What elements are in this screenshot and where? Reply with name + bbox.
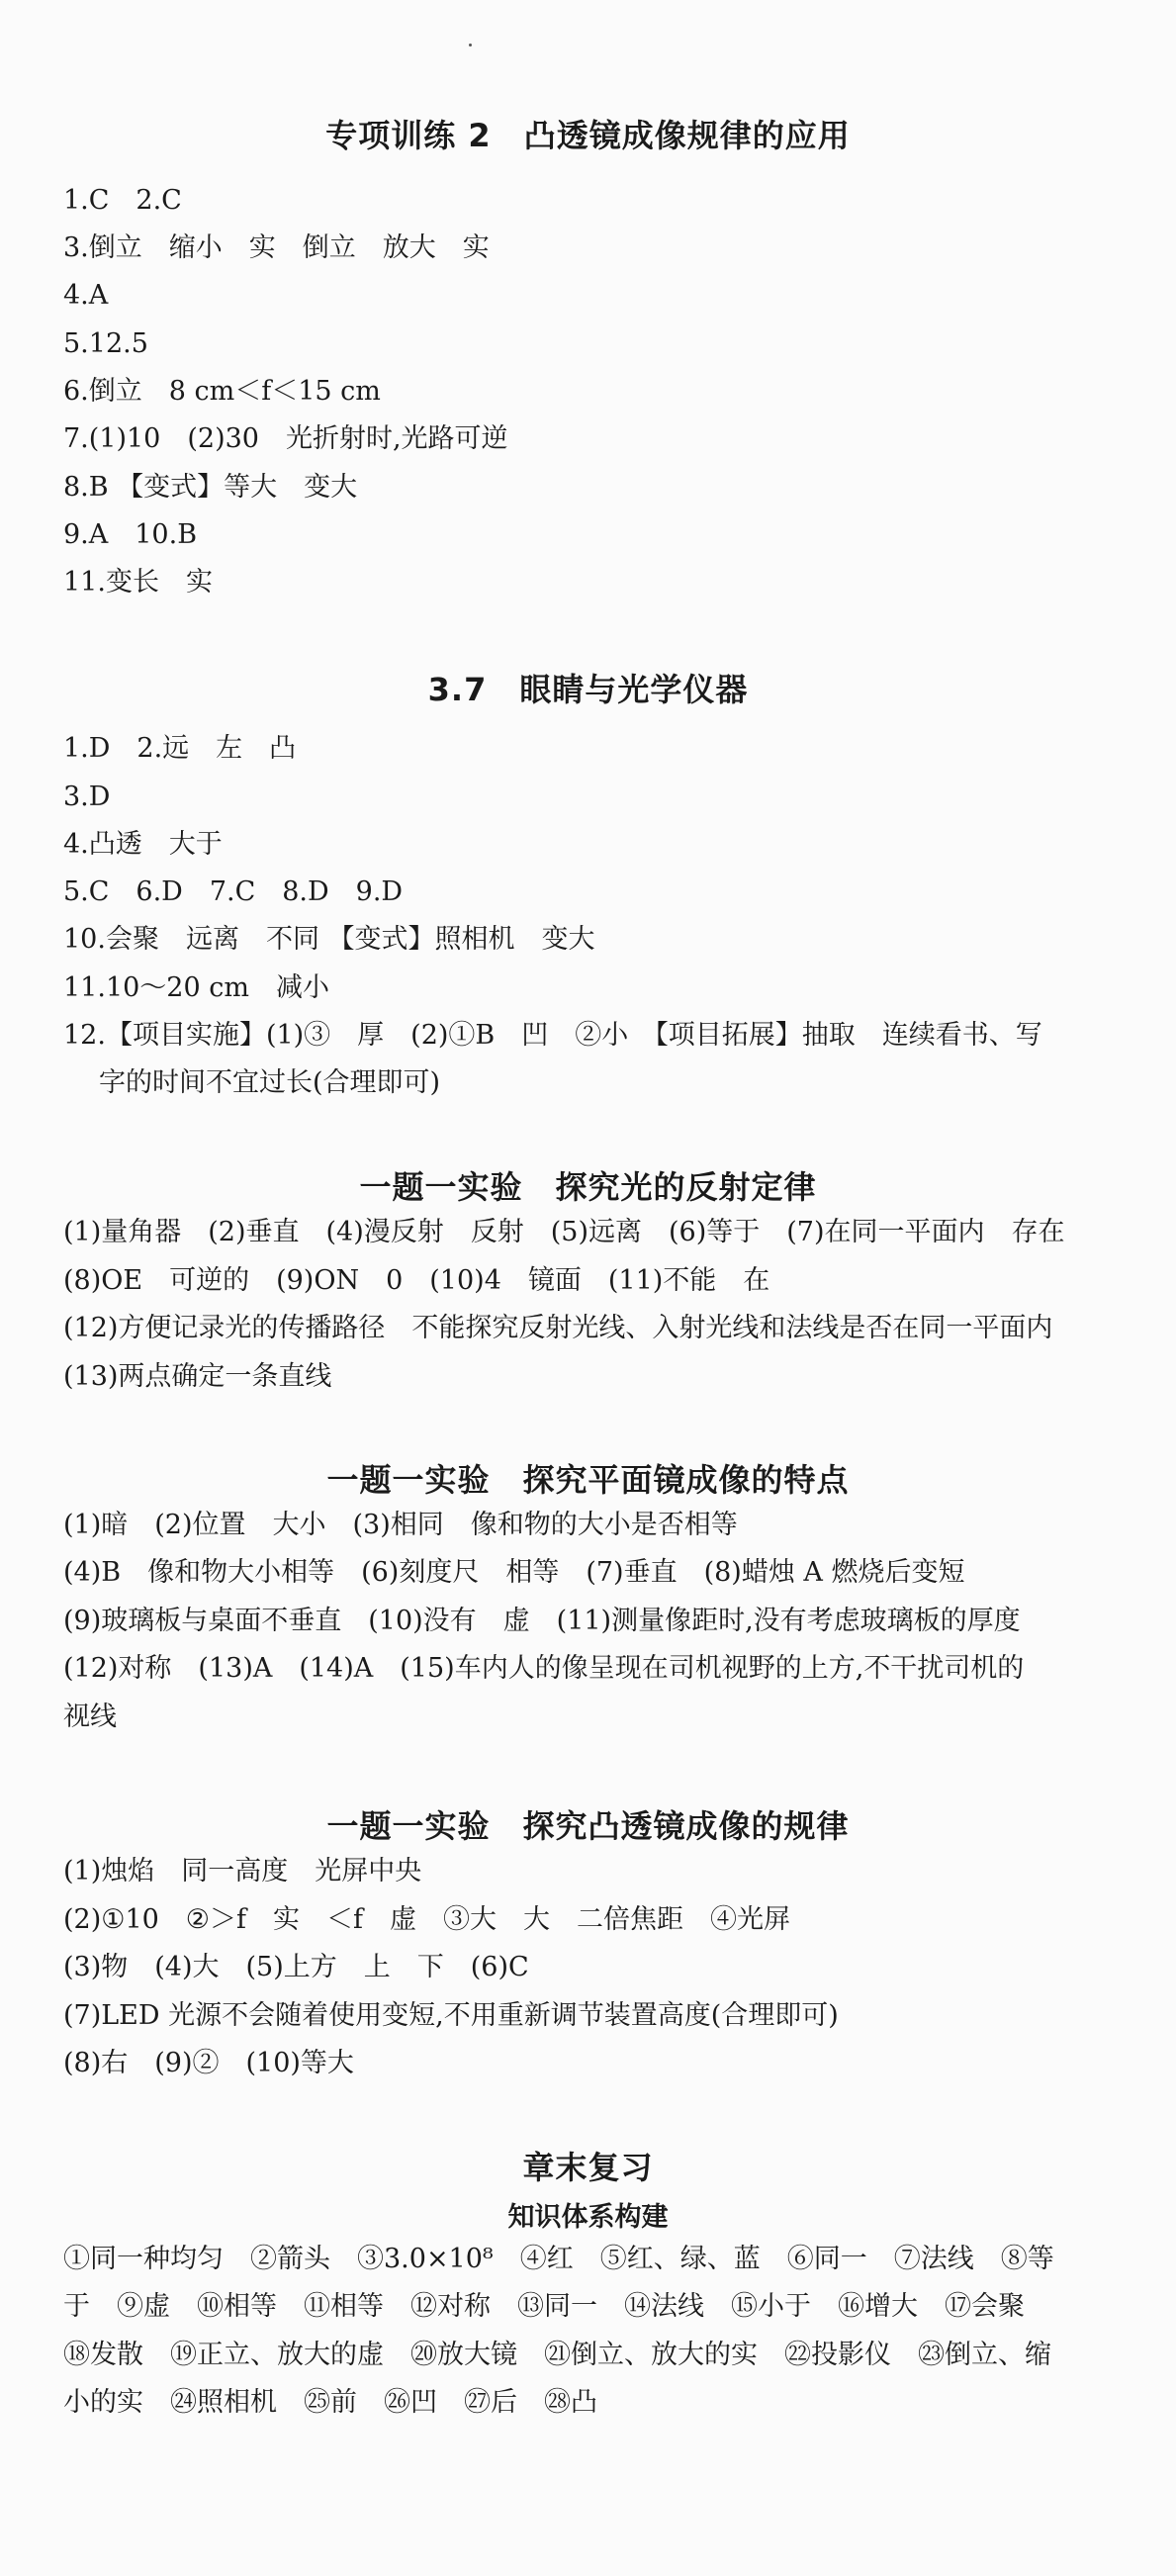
answer-line: 11.10～20 cm 减小 (63, 972, 329, 1003)
answer-line: 7.(1)10 (2)30 光折射时,光路可逆 (63, 423, 508, 454)
answer-line: (7)LED 光源不会随着使用变短,不用重新调节装置高度(合理即可) (63, 2000, 839, 2031)
answer-line: (9)玻璃板与桌面不垂直 (10)没有 虚 (11)测量像距时,没有考虑玻璃板的厚度 (63, 1606, 1021, 1636)
answer-line: (1)烛焰 同一高度 光屏中央 (63, 1856, 422, 1886)
answer-line: 12.【项目实施】(1)③ 厚 (2)①B 凹 ②小 【项目拓展】抽取 连续看书、写 (63, 1020, 1042, 1051)
answer-line: 1.D 2.远 左 凸 (63, 733, 297, 764)
section-title: 一题一实验 探究凸透镜成像的规律 (326, 1807, 850, 1845)
answer-line: 6.倒立 8 cm＜f＜15 cm (63, 376, 381, 407)
answer-line: 9.A 10.B (63, 519, 198, 550)
answer-line: (1)量角器 (2)垂直 (4)漫反射 反射 (5)远离 (6)等于 (7)在同一平面内 存在 (63, 1217, 1065, 1247)
scan-speck (469, 44, 472, 46)
answer-line: 视线 (63, 1702, 117, 1732)
section-title: 一题一实验 探究平面镜成像的特点 (326, 1461, 850, 1499)
section-title: 章末复习 (522, 2149, 654, 2186)
answer-line: (8)右 (9)② (10)等大 (63, 2048, 354, 2078)
answer-line: 3.倒立 缩小 实 倒立 放大 实 (63, 232, 490, 263)
answer-line: 5.12.5 (63, 328, 148, 359)
answer-line: (12)对称 (13)A (14)A (15)车内人的像呈现在司机视野的上方,不干扰司机的 (63, 1653, 1025, 1684)
answer-line: (3)物 (4)大 (5)上方 上 下 (6)C (63, 1952, 529, 1982)
answer-line: ⑱发散 ⑲正立、放大的虚 ⑳放大镜 ㉑倒立、放大的实 ㉒投影仪 ㉓倒立、缩 (63, 2340, 1051, 2370)
answer-line: 于 ⑨虚 ⑩相等 ⑪相等 ⑫对称 ⑬同一 ⑭法线 ⑮小于 ⑯增大 ⑰会聚 (63, 2291, 1025, 2322)
answer-line: (12)方便记录光的传播路径 不能探究反射光线、入射光线和法线是否在同一平面内 (63, 1313, 1053, 1343)
answer-line: 小的实 ㉔照相机 ㉕前 ㉖凹 ㉗后 ㉘凸 (63, 2387, 597, 2418)
section-title: 3.7 眼睛与光学仪器 (427, 671, 749, 708)
answer-line: 4.A (63, 280, 109, 311)
answer-line: 11.变长 实 (63, 567, 213, 598)
answer-line: 字的时间不宜过长(合理即可) (99, 1067, 441, 1098)
answer-line: (13)两点确定一条直线 (63, 1361, 332, 1392)
answer-line: (4)B 像和物大小相等 (6)刻度尺 相等 (7)垂直 (8)蜡烛 A 燃烧后变短 (63, 1557, 965, 1588)
answer-line: (1)暗 (2)位置 大小 (3)相同 像和物的大小是否相等 (63, 1510, 738, 1540)
answer-line: 3.D (63, 782, 111, 812)
section-subtitle: 知识体系构建 (507, 2202, 669, 2233)
answer-line: 4.凸透 大于 (63, 829, 223, 860)
answer-line: 8.B 【变式】等大 变大 (63, 472, 358, 503)
section-title: 专项训练 2 凸透镜成像规律的应用 (325, 117, 851, 154)
answer-line: (8)OE 可逆的 (9)ON 0 (10)4 镜面 (11)不能 在 (63, 1265, 770, 1296)
section-title: 一题一实验 探究光的反射定律 (359, 1168, 817, 1206)
answer-line: (2)①10 ②＞f 实 ＜f 虚 ③大 大 二倍焦距 ④光屏 (63, 1904, 790, 1935)
answer-line: 10.会聚 远离 不同 【变式】照相机 变大 (63, 924, 595, 955)
answer-line: 1.C 2.C (63, 185, 182, 216)
answer-line: 5.C 6.D 7.C 8.D 9.D (63, 876, 404, 907)
answer-line: ①同一种均匀 ②箭头 ③3.0×10⁸ ④红 ⑤红、绿、蓝 ⑥同一 ⑦法线 ⑧等 (63, 2244, 1054, 2274)
